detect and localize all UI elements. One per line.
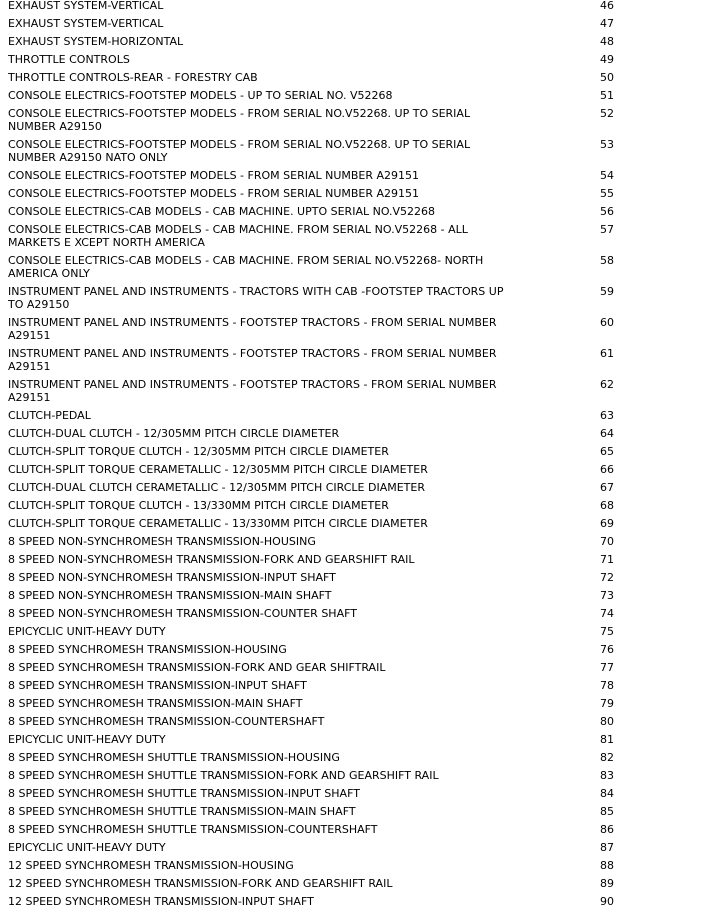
index-row-page-number: 49 [600,53,614,66]
index-row[interactable] [8,167,713,185]
index-row[interactable] [8,221,713,252]
index-row[interactable] [8,731,713,749]
index-row-title[interactable]: EXHAUST SYSTEM-VERTICAL [8,0,164,12]
index-row-title[interactable]: CONSOLE ELECTRICS-CAB MODELS - CAB MACHINE. FROM SERIAL NO.V52268- NORTH AMERICA ONLY [8,254,484,280]
index-row-title[interactable]: CONSOLE ELECTRICS-FOOTSTEP MODELS - FROM SERIAL NUMBER A29151 [8,187,420,200]
index-row-page-number: 51 [600,89,614,102]
index-row-title[interactable]: EPICYCLIC UNIT-HEAVY DUTY [8,841,166,854]
index-row-page-number: 84 [600,787,614,800]
index-row[interactable] [8,407,713,425]
index-row-page-number: 48 [600,35,614,48]
index-row-title[interactable]: INSTRUMENT PANEL AND INSTRUMENTS - FOOTSTEP TRACTORS - FROM SERIAL NUMBER A29151 [8,378,497,404]
index-row-title[interactable]: THROTTLE CONTROLS-REAR - FORESTRY CAB [8,71,258,84]
index-row-title[interactable]: INSTRUMENT PANEL AND INSTRUMENTS - FOOTSTEP TRACTORS - FROM SERIAL NUMBER A29151 [8,316,497,342]
index-row-title[interactable]: CLUTCH-SPLIT TORQUE CLUTCH - 13/330MM PITCH CIRCLE DIAMETER [8,499,389,512]
index-row-title[interactable]: CLUTCH-SPLIT TORQUE CERAMETALLIC - 13/330MM PITCH CIRCLE DIAMETER [8,517,428,530]
index-row-page-number: 47 [600,17,614,30]
index-row-title[interactable]: 12 SPEED SYNCHROMESH TRANSMISSION-INPUT SHAFT [8,895,314,908]
index-row-title[interactable]: CONSOLE ELECTRICS-FOOTSTEP MODELS - FROM SERIAL NO.V52268. UP TO SERIAL NUMBER A29150 NATO ONLY [8,138,471,164]
index-row[interactable] [8,569,713,587]
index-row-title[interactable]: 8 SPEED SYNCHROMESH TRANSMISSION-FORK AND GEAR SHIFTRAIL [8,661,386,674]
parts-index-list [8,0,713,911]
index-row-page-number: 83 [600,769,614,782]
index-row[interactable] [8,515,713,533]
index-row-title[interactable]: 8 SPEED NON-SYNCHROMESH TRANSMISSION-MAIN SHAFT [8,589,332,602]
index-row-page-number: 57 [600,223,614,236]
index-row-title[interactable]: 8 SPEED SYNCHROMESH TRANSMISSION-INPUT SHAFT [8,679,307,692]
index-row[interactable] [8,857,713,875]
index-row-page-number: 65 [600,445,614,458]
index-row[interactable] [8,785,713,803]
index-row-title[interactable]: CLUTCH-DUAL CLUTCH CERAMETALLIC - 12/305MM PITCH CIRCLE DIAMETER [8,481,425,494]
index-row[interactable] [8,136,713,167]
index-row-title[interactable]: 8 SPEED SYNCHROMESH TRANSMISSION-COUNTERSHAFT [8,715,325,728]
index-row-page-number: 72 [600,571,614,584]
index-row-title[interactable]: 8 SPEED NON-SYNCHROMESH TRANSMISSION-FORK AND GEARSHIFT RAIL [8,553,415,566]
index-row[interactable] [8,33,713,51]
index-row-title[interactable]: CONSOLE ELECTRICS-CAB MODELS - CAB MACHINE. UPTO SERIAL NO.V52268 [8,205,436,218]
index-row-title[interactable]: 8 SPEED SYNCHROMESH SHUTTLE TRANSMISSION-INPUT SHAFT [8,787,360,800]
index-row-title[interactable]: 8 SPEED NON-SYNCHROMESH TRANSMISSION-HOUSING [8,535,316,548]
index-row-page-number: 66 [600,463,614,476]
index-row-title[interactable]: 8 SPEED SYNCHROMESH SHUTTLE TRANSMISSION-MAIN SHAFT [8,805,356,818]
index-row-page-number: 70 [600,535,614,548]
index-row-title[interactable]: 8 SPEED SYNCHROMESH SHUTTLE TRANSMISSION-FORK AND GEARSHIFT RAIL [8,769,439,782]
index-row-title[interactable]: 8 SPEED SYNCHROMESH TRANSMISSION-MAIN SHAFT [8,697,303,710]
index-row[interactable] [8,767,713,785]
index-row-page-number: 58 [600,254,614,267]
index-row-title[interactable]: CLUTCH-PEDAL [8,409,91,422]
index-row-title[interactable]: THROTTLE CONTROLS [8,53,130,66]
index-row[interactable] [8,283,713,314]
index-row-page-number: 50 [600,71,614,84]
index-row-title[interactable]: EPICYCLIC UNIT-HEAVY DUTY [8,625,166,638]
index-row[interactable] [8,497,713,515]
index-row[interactable] [8,875,713,893]
index-row[interactable] [8,203,713,221]
index-row[interactable] [8,376,713,407]
index-row-title[interactable]: 8 SPEED NON-SYNCHROMESH TRANSMISSION-INPUT SHAFT [8,571,336,584]
index-row-title[interactable]: CONSOLE ELECTRICS-FOOTSTEP MODELS - FROM SERIAL NO.V52268. UP TO SERIAL NUMBER A29150 [8,107,471,133]
index-row-page-number: 75 [600,625,614,638]
index-row[interactable] [8,425,713,443]
index-row-page-number: 46 [600,0,614,12]
index-row[interactable] [8,185,713,203]
index-row[interactable] [8,533,713,551]
index-row[interactable] [8,695,713,713]
index-row-title[interactable]: 8 SPEED NON-SYNCHROMESH TRANSMISSION-COUNTER SHAFT [8,607,357,620]
index-row-page-number: 89 [600,877,614,890]
index-row-title[interactable]: 12 SPEED SYNCHROMESH TRANSMISSION-HOUSING [8,859,294,872]
index-row-page-number: 68 [600,499,614,512]
index-row[interactable] [8,252,713,283]
index-row[interactable] [8,713,713,731]
index-row-page-number: 59 [600,285,614,298]
index-row-page-number: 80 [600,715,614,728]
index-row-page-number: 73 [600,589,614,602]
index-row[interactable] [8,803,713,821]
index-row-title[interactable]: INSTRUMENT PANEL AND INSTRUMENTS - FOOTSTEP TRACTORS - FROM SERIAL NUMBER A29151 [8,347,497,373]
index-row-page-number: 85 [600,805,614,818]
index-row-title[interactable]: EPICYCLIC UNIT-HEAVY DUTY [8,733,166,746]
index-row-title[interactable]: CLUTCH-DUAL CLUTCH - 12/305MM PITCH CIRCLE DIAMETER [8,427,340,440]
index-row-title[interactable]: 8 SPEED SYNCHROMESH SHUTTLE TRANSMISSION-HOUSING [8,751,340,764]
index-row[interactable] [8,551,713,569]
index-row[interactable] [8,839,713,857]
index-row[interactable] [8,893,713,911]
index-row-page-number: 74 [600,607,614,620]
index-row-title[interactable]: EXHAUST SYSTEM-VERTICAL [8,17,164,30]
index-row-page-number: 64 [600,427,614,440]
index-row-page-number: 88 [600,859,614,872]
index-row-page-number: 77 [600,661,614,674]
index-row[interactable] [8,105,713,136]
index-row-page-number: 55 [600,187,614,200]
index-row[interactable] [8,51,713,69]
index-row[interactable] [8,345,713,376]
index-row-page-number: 78 [600,679,614,692]
index-row[interactable] [8,641,713,659]
index-row-page-number: 53 [600,138,614,151]
index-row[interactable] [8,69,713,87]
index-row-title[interactable]: CONSOLE ELECTRICS-CAB MODELS - CAB MACHINE. FROM SERIAL NO.V52268 - ALL MARKETS E XCEPT NORTH AMERICA [8,223,468,249]
index-row-page-number: 79 [600,697,614,710]
index-row-title[interactable]: INSTRUMENT PANEL AND INSTRUMENTS - TRACTORS WITH CAB -FOOTSTEP TRACTORS UP TO A29150 [8,285,504,311]
index-row[interactable] [8,15,713,33]
index-row-page-number: 54 [600,169,614,182]
index-row[interactable] [8,749,713,767]
index-row[interactable] [8,821,713,839]
index-row-title[interactable]: EXHAUST SYSTEM-HORIZONTAL [8,35,184,48]
index-row[interactable] [8,479,713,497]
index-row-page-number: 81 [600,733,614,746]
index-row[interactable] [8,677,713,695]
index-row-page-number: 86 [600,823,614,836]
index-row-page-number: 69 [600,517,614,530]
index-row-page-number: 52 [600,107,614,120]
index-row[interactable] [8,605,713,623]
index-row-page-number: 63 [600,409,614,422]
index-row[interactable] [8,0,713,15]
index-row-title[interactable]: CLUTCH-SPLIT TORQUE CERAMETALLIC - 12/305MM PITCH CIRCLE DIAMETER [8,463,428,476]
index-row-page-number: 82 [600,751,614,764]
index-row-page-number: 62 [600,378,614,391]
index-row[interactable] [8,461,713,479]
index-row[interactable] [8,87,713,105]
index-row-page-number: 76 [600,643,614,656]
index-row-page-number: 90 [600,895,614,908]
index-row-title[interactable]: 8 SPEED SYNCHROMESH TRANSMISSION-HOUSING [8,643,287,656]
index-row-page-number: 60 [600,316,614,329]
index-row-page-number: 67 [600,481,614,494]
index-row[interactable] [8,623,713,641]
index-row-title[interactable]: CONSOLE ELECTRICS-FOOTSTEP MODELS - UP TO SERIAL NO. V52268 [8,89,393,102]
index-row[interactable] [8,443,713,461]
index-row-title[interactable]: CLUTCH-SPLIT TORQUE CLUTCH - 12/305MM PITCH CIRCLE DIAMETER [8,445,389,458]
index-row-title[interactable]: 8 SPEED SYNCHROMESH SHUTTLE TRANSMISSION-COUNTERSHAFT [8,823,378,836]
index-row-page-number: 71 [600,553,614,566]
index-row-page-number: 61 [600,347,614,360]
index-row-title[interactable]: CONSOLE ELECTRICS-FOOTSTEP MODELS - FROM SERIAL NUMBER A29151 [8,169,420,182]
index-row[interactable] [8,659,713,677]
index-row-title[interactable]: 12 SPEED SYNCHROMESH TRANSMISSION-FORK AND GEARSHIFT RAIL [8,877,393,890]
index-row-page-number: 87 [600,841,614,854]
index-row-page-number: 56 [600,205,614,218]
index-row[interactable] [8,314,713,345]
index-row[interactable] [8,587,713,605]
